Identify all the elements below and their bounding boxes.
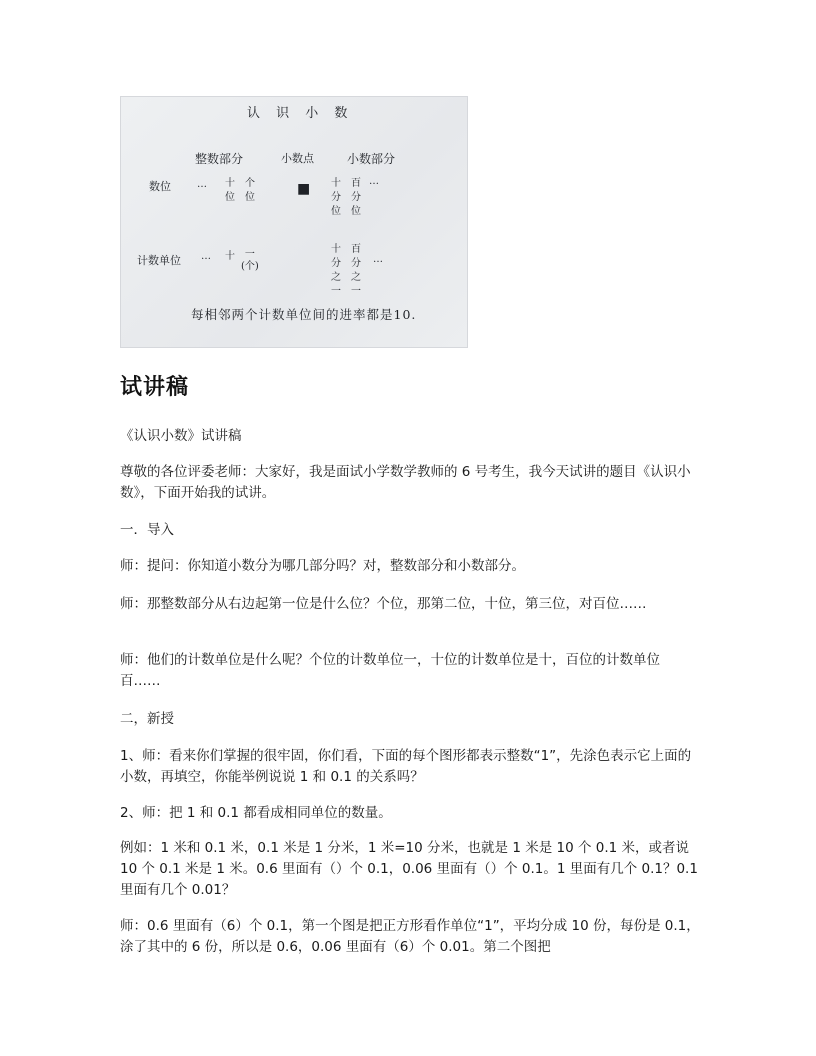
paragraph: 《认识小数》试讲稿: [120, 428, 242, 444]
row-place-ellipsis-right: …: [369, 176, 379, 187]
paragraph: 师：他们的计数单位是什么呢？个位的计数单位一，十位的计数单位是十，百位的计数单位百……: [120, 652, 660, 689]
paragraph: 师：提问：你知道小数分为哪几部分吗？对，整数部分和小数部分。: [120, 558, 525, 574]
header-decimal-part: 小数部分: [347, 152, 396, 166]
place-tenths: 十 分 位: [331, 178, 341, 217]
row-unit-ellipsis-left: …: [201, 251, 211, 262]
row-unit-label: 计数单位: [137, 254, 181, 267]
paragraph: 2、师：把 1 和 0.1 都看成相同单位的数量。: [120, 805, 392, 821]
paragraph: 1、师：看来你们掌握的很牢固，你们看，下面的每个图形都表示整数“1”，先涂色表示它上面的小数，再填空，你能举例说说 1 和 0.1 的关系吗？: [120, 748, 692, 785]
unit-hundredth: 百 分 之 一: [351, 244, 361, 297]
decimal-point-mark: ■: [297, 181, 311, 197]
place-tens: 十 位: [225, 178, 235, 203]
photo-title: 认 识 小 数: [247, 106, 354, 121]
paragraph: 二，新授: [120, 711, 174, 727]
paragraph: 师：那整数部分从右边起第一位是什么位？个位，那第二位，十位，第三位，对百位……: [120, 596, 647, 612]
page-title: 试讲稿: [120, 375, 190, 400]
photo-note: 每相邻两个计数单位间的进率都是10.: [191, 307, 417, 322]
header-decimal-point: 小数点: [281, 152, 314, 165]
handwritten-notes-photo: [120, 96, 468, 348]
unit-tenth: 十 分 之 一: [331, 244, 341, 297]
unit-ten: 十: [225, 251, 235, 262]
paragraph: 例如：1 米和 0.1 米，0.1 米是 1 分米，1 米=10 分米，也就是 1 米是 10 个 0.1 米，或者说 10 个 0.1 米是 1 米。0.6 里面有（）个 0.1，0.06 里面有（）个 0.1。1 里面有几个 0.1？0.1 里面有几个 0.01？: [120, 840, 698, 898]
place-ones: 个 位: [245, 178, 255, 203]
header-integer-part: 整数部分: [195, 152, 244, 166]
row-place-label: 数位: [149, 180, 171, 193]
unit-one: 一 (个): [241, 249, 259, 272]
paragraph: 师：0.6 里面有（6）个 0.1，第一个图是把正方形看作单位“1”，平均分成 10 份，每份是 0.1，涂了其中的 6 份，所以是 0.6，0.06 里面有（6）个 0.01。第二个图把: [120, 918, 700, 955]
paragraph: 一．导入: [120, 522, 174, 538]
paragraph: 尊敬的各位评委老师：大家好，我是面试小学数学教师的 6 号考生，我今天试讲的题目《认识小数》，下面开始我的试讲。: [120, 464, 691, 501]
row-place-ellipsis-left: …: [197, 179, 207, 190]
row-unit-ellipsis-right: …: [373, 254, 383, 265]
place-hundredths: 百 分 位: [351, 178, 361, 217]
